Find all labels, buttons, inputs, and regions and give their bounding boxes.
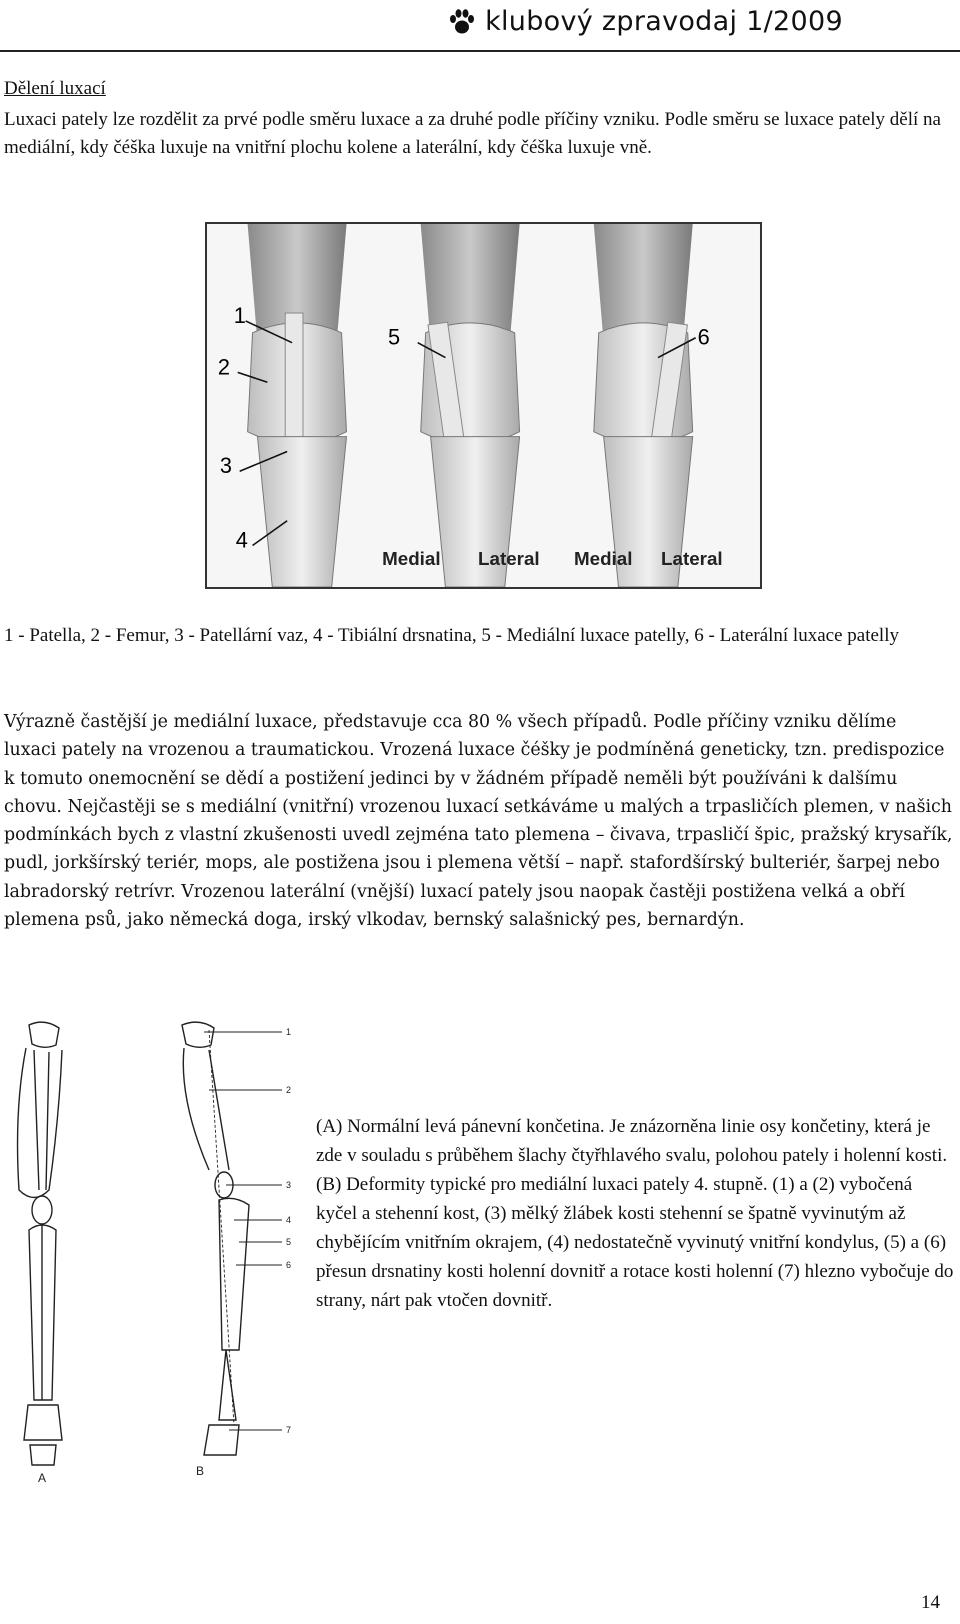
figure1-caption: 1 - Patella, 2 - Femur, 3 - Patellární vaz, 4 - Tibiální drsnatina, 5 - Mediální luxace patelly, 6 - Laterální luxace patelly <box>4 625 899 646</box>
header-title: klubový zpravodaj 1/2009 <box>485 6 843 37</box>
figure2-number-2: 2 <box>286 1085 292 1095</box>
section-title: Dělení luxací <box>4 78 106 99</box>
figure2-number-3: 3 <box>286 1180 292 1190</box>
figure1-label-medial-2: Medial <box>574 548 633 570</box>
limb-b <box>182 1022 249 1455</box>
figure2-label-b: B <box>196 1464 205 1478</box>
limb-diagram-drawing <box>4 1020 309 1490</box>
header-rule <box>0 50 960 52</box>
figure1-number-2: 2 <box>217 354 231 380</box>
header-inner <box>447 6 843 37</box>
figure1-number-6: 6 <box>697 324 710 350</box>
figure2-caption: (A) Normální levá pánevní končetina. Je znázorněna linie osy končetiny, která je zde v souladu s průběhem šlachy čtyřhlavého svalu, polohou pately i holenní kosti. (B) Deformity typické pro mediální luxaci pately 4. stupně. (1) a (2) vybočená kyčel a stehenní kost, (3) mělký žlábek kosti stehenní se špatně vyvinutým až chybějícím vnitřním okrajem, (4) nedostatečně vyvinutý vnitřní kondylus, (5) a (6) přesun drsnatiny kosti holenní dovnitř a rotace kosti holenní (7) hlezno vybočuje do strany, nárt pak vtočen dovnitř. <box>316 1116 954 1311</box>
body-paragraph: Výrazně častější je mediální luxace, představuje cca 80 % všech případů. Podle příčiny vzniku dělíme luxaci pately na vrozenou a traumatickou. Vrozená luxace čéšky je podmíněná geneticky, tzn. predispozice k tomuto onemocnění se dědí a postižení jedinci by v žádném případě neměli být používáni k dalšímu chovu. Nejčastěji se s mediální (vnitřní) vrozenou luxací setkáváme u malých a trpasličích plemen, v našich podmínkách bych z vlastní zkušenosti uvedl zejména tato plemena – čivava, trpasličí špic, pražský krysařík, pudl, jorkšírský teriér, mops, ale postižena jsou i plemena větší – např. stafordšírský bulteriér, šarpej nebo labradorský retrívr. Vrozenou laterální (vnější) luxací pately jsou naopak častěji postižena velká a obří plemena psů, jako německá doga, irský vlkodav, bernský salašnický pes, bernardýn. <box>4 712 953 931</box>
figure1-number-3: 3 <box>219 453 233 479</box>
intro-paragraph: Luxaci pately lze rozdělit za prvé podle směru luxace a za druhé podle příčiny vzniku. Podle směru se luxace pately dělí na mediální, kdy čéška luxuje na vnitřní plochu kolene a laterální, kdy čéška luxuje vně. <box>4 109 941 158</box>
page-header <box>0 6 960 42</box>
limb-a <box>18 1022 62 1465</box>
paw-icon <box>447 7 477 37</box>
figure1-label-lateral-2: Lateral <box>661 548 723 570</box>
figure2-label-a: A <box>38 1471 47 1485</box>
figure2-pointer-lines <box>204 1030 282 1430</box>
figure2-number-1: 1 <box>286 1027 292 1037</box>
figure1-number-1: 1 <box>233 302 246 328</box>
figure2-number-5: 5 <box>286 1237 292 1247</box>
figure2-number-7: 7 <box>286 1425 292 1435</box>
knee-illustration <box>205 222 762 589</box>
knee-illustration-drawing <box>207 224 760 587</box>
figure2-number-4: 4 <box>286 1215 292 1225</box>
page-number: 14 <box>921 1592 940 1613</box>
figure1-number-5: 5 <box>388 324 401 350</box>
figure1-label-lateral-1: Lateral <box>478 548 540 570</box>
limb-diagram <box>4 1020 309 1490</box>
figure1-label-medial-1: Medial <box>382 548 441 570</box>
figure2-number-6: 6 <box>286 1260 292 1270</box>
figure1-number-4: 4 <box>235 527 248 553</box>
